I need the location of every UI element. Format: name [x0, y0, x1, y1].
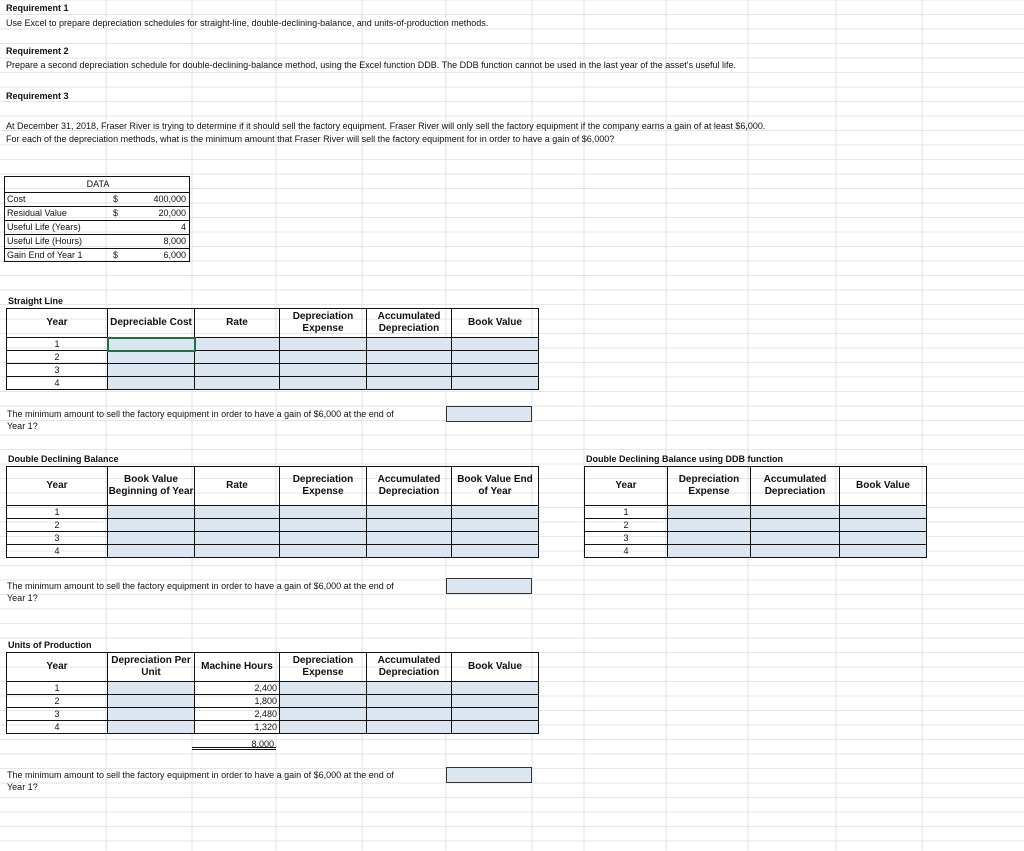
ddb-input-cell[interactable]: [195, 532, 280, 545]
data-row-label: Residual Value: [7, 208, 67, 218]
data-row-label: Cost: [7, 194, 26, 204]
units-header-4: Accumulated Depreciation: [367, 653, 452, 682]
data-row: [5, 192, 189, 207]
machine-hours-cell[interactable]: 1,800: [195, 695, 280, 708]
ddb-input-cell[interactable]: [108, 545, 195, 558]
ddb-input-cell[interactable]: [108, 519, 195, 532]
ddb_function-input-cell[interactable]: [840, 506, 927, 519]
straight_line-year-cell: 3: [7, 364, 108, 377]
units-input-cell[interactable]: [280, 721, 367, 734]
ddb-header-3: Depreciation Expense: [280, 467, 367, 506]
units-title: Units of Production: [8, 640, 92, 650]
ddb_function-input-cell[interactable]: [751, 545, 840, 558]
units-header-1: Depreciation Per Unit: [108, 653, 195, 682]
ddb_function-header-0: Year: [585, 467, 668, 506]
ddb_function-input-cell[interactable]: [751, 519, 840, 532]
units-input-cell[interactable]: [367, 695, 452, 708]
up-question-line-1: The minimum amount to sell the factory equipment in order to have a gain of $6,000 at the end of: [7, 770, 394, 780]
units-input-cell[interactable]: [108, 708, 195, 721]
data-table-title: DATA: [86, 179, 110, 189]
ddb_function-input-cell[interactable]: [840, 519, 927, 532]
straight_line-input-cell[interactable]: [195, 364, 280, 377]
ddb-question-line-2: Year 1?: [7, 593, 38, 603]
straight_line-year-cell: 1: [7, 338, 108, 351]
straight_line-header-4: Accumulated Depreciation: [367, 309, 452, 338]
ddb-function-table: [584, 466, 927, 558]
units-input-cell[interactable]: [367, 682, 452, 695]
ddb_function-input-cell[interactable]: [668, 532, 751, 545]
data-row: [5, 248, 189, 263]
units-header-5: Book Value: [452, 653, 539, 682]
units-input-cell[interactable]: [452, 708, 539, 721]
data-row-value[interactable]: 8,000: [163, 236, 186, 246]
ddb-table: [6, 466, 539, 558]
straight_line-header-5: Book Value: [452, 309, 539, 338]
machine-hours-cell[interactable]: 2,480: [195, 708, 280, 721]
ddb-header-0: Year: [7, 467, 108, 506]
straight_line-input-cell[interactable]: [367, 338, 452, 351]
straight_line-year-cell: 4: [7, 377, 108, 390]
ddb-input-cell[interactable]: [195, 519, 280, 532]
data-row: [5, 234, 189, 249]
data-row: [5, 206, 189, 221]
units-header-2: Machine Hours: [195, 653, 280, 682]
ddb_function-year-cell: 3: [585, 532, 668, 545]
units-year-cell: 4: [7, 721, 108, 734]
requirement-3-line-2: For each of the depreciation methods, what is the minimum amount that Fraser River will sell the factory equipment for in order to have a gain of $6,000?: [6, 134, 615, 144]
units-year-cell: 2: [7, 695, 108, 708]
straight_line-input-cell[interactable]: [195, 351, 280, 364]
units-year-cell: 1: [7, 682, 108, 695]
ddb-year-cell: 3: [7, 532, 108, 545]
straight_line-input-cell[interactable]: [195, 338, 280, 351]
ddb-input-cell[interactable]: [367, 506, 452, 519]
straight_line-input-cell[interactable]: [367, 377, 452, 390]
ddb-input-cell[interactable]: [280, 545, 367, 558]
ddb_function-header-1: Depreciation Expense: [668, 467, 751, 506]
units-year-cell: 3: [7, 708, 108, 721]
ddb-input-cell[interactable]: [452, 506, 539, 519]
straight_line-input-cell[interactable]: [280, 338, 367, 351]
data-row-currency: $: [113, 250, 119, 260]
ddb_function-input-cell[interactable]: [840, 532, 927, 545]
requirement-1-title: Requirement 1: [6, 3, 69, 13]
ddb-input-cell[interactable]: [367, 532, 452, 545]
units-input-cell[interactable]: [452, 682, 539, 695]
ddb_function-year-cell: 4: [585, 545, 668, 558]
ddb-function-title: Double Declining Balance using DDB function: [586, 454, 784, 464]
up-question-line-2: Year 1?: [7, 782, 38, 792]
ddb_function-header-2: Accumulated Depreciation: [751, 467, 840, 506]
ddb_function-year-cell: 1: [585, 506, 668, 519]
ddb-year-cell: 4: [7, 545, 108, 558]
units-table: [6, 652, 539, 734]
data-row-value[interactable]: 400,000: [153, 194, 186, 204]
units-input-cell[interactable]: [108, 682, 195, 695]
units-input-cell[interactable]: [108, 721, 195, 734]
ddb-input-cell[interactable]: [108, 532, 195, 545]
straight_line-header-0: Year: [7, 309, 108, 338]
up-answer-cell[interactable]: [446, 767, 532, 783]
ddb-answer-cell[interactable]: [446, 578, 532, 594]
requirement-3-title: Requirement 3: [6, 91, 69, 101]
straight_line-year-cell: 2: [7, 351, 108, 364]
sl-question-line-1: The minimum amount to sell the factory equipment in order to have a gain of $6,000 at the end of: [7, 409, 394, 419]
data-table: [4, 176, 190, 262]
data-row-label: Useful Life (Hours): [7, 236, 83, 246]
ddb-header-2: Rate: [195, 467, 280, 506]
ddb-question: [7, 580, 394, 604]
machine-hours-total: 8,000: [192, 738, 276, 750]
ddb-input-cell[interactable]: [452, 545, 539, 558]
ddb-input-cell[interactable]: [452, 532, 539, 545]
ddb_function-input-cell[interactable]: [840, 545, 927, 558]
straight_line-header-1: Depreciable Cost: [108, 309, 195, 338]
straight_line-input-cell[interactable]: [280, 351, 367, 364]
ddb-input-cell[interactable]: [452, 519, 539, 532]
ddb_function-input-cell[interactable]: [751, 506, 840, 519]
ddb-year-cell: 1: [7, 506, 108, 519]
ddb-input-cell[interactable]: [195, 506, 280, 519]
units-input-cell[interactable]: [452, 695, 539, 708]
units-input-cell[interactable]: [108, 695, 195, 708]
ddb-header-4: Accumulated Depreciation: [367, 467, 452, 506]
units-input-cell[interactable]: [367, 708, 452, 721]
straight_line-input-cell[interactable]: [452, 364, 539, 377]
straight-line-table: [6, 308, 539, 390]
ddb_function-input-cell[interactable]: [668, 519, 751, 532]
ddb_function-input-cell[interactable]: [668, 545, 751, 558]
up-question: [7, 769, 394, 793]
ddb_function-year-cell: 2: [585, 519, 668, 532]
machine-hours-cell[interactable]: 1,320: [195, 721, 280, 734]
straight_line-input-cell[interactable]: [452, 351, 539, 364]
units-input-cell[interactable]: [452, 721, 539, 734]
units-input-cell[interactable]: [280, 695, 367, 708]
machine-hours-cell[interactable]: 2,400: [195, 682, 280, 695]
ddb-input-cell[interactable]: [108, 506, 195, 519]
units-input-cell[interactable]: [280, 682, 367, 695]
sl-question-line-2: Year 1?: [7, 421, 38, 431]
ddb_function-input-cell[interactable]: [668, 506, 751, 519]
straight_line-input-cell[interactable]: [452, 338, 539, 351]
straight_line-header-3: Depreciation Expense: [280, 309, 367, 338]
straight_line-input-cell[interactable]: [108, 338, 195, 351]
data-row: [5, 220, 189, 235]
data-row-value[interactable]: 20,000: [158, 208, 186, 218]
ddb-input-cell[interactable]: [280, 506, 367, 519]
units-input-cell[interactable]: [280, 708, 367, 721]
requirement-2-text: Prepare a second depreciation schedule for double-declining-balance method, using the Excel function DDB. The DDB function cannot be used in the last year of the asset's useful life.: [6, 60, 736, 70]
requirement-3-line-1: At December 31, 2018, Fraser River is trying to determine if it should sell the factory equipment. Fraser River will only sell the factory equipment if the company earns a gain of at least $6,000.: [6, 121, 766, 131]
units-header-0: Year: [7, 653, 108, 682]
straight_line-input-cell[interactable]: [108, 351, 195, 364]
straight_line-input-cell[interactable]: [452, 377, 539, 390]
units-input-cell[interactable]: [367, 721, 452, 734]
straight-line-title: Straight Line: [8, 296, 64, 306]
ddb-input-cell[interactable]: [280, 532, 367, 545]
straight_line-header-2: Rate: [195, 309, 280, 338]
data-row-currency: $: [113, 194, 119, 204]
ddb-input-cell[interactable]: [280, 519, 367, 532]
data-row-label: Gain End of Year 1: [7, 250, 83, 260]
straight_line-input-cell[interactable]: [280, 377, 367, 390]
ddb-input-cell[interactable]: [367, 545, 452, 558]
units-header-3: Depreciation Expense: [280, 653, 367, 682]
ddb_function-input-cell[interactable]: [751, 532, 840, 545]
data-row-currency: $: [113, 208, 119, 218]
straight_line-input-cell[interactable]: [280, 364, 367, 377]
data-row-value[interactable]: 4: [180, 222, 186, 232]
ddb-header-1: Book Value Beginning of Year: [108, 467, 195, 506]
straight_line-input-cell[interactable]: [367, 351, 452, 364]
sl-answer-cell[interactable]: [446, 406, 532, 422]
ddb-header-5: Book Value End of Year: [452, 467, 539, 506]
ddb-title: Double Declining Balance: [8, 454, 119, 464]
data-row-value[interactable]: 6,000: [163, 250, 186, 260]
data-row-label: Useful Life (Years): [7, 222, 81, 232]
straight_line-input-cell[interactable]: [108, 377, 195, 390]
ddb-question-line-1: The minimum amount to sell the factory equipment in order to have a gain of $6,000 at the end of: [7, 581, 394, 591]
requirement-1-text: Use Excel to prepare depreciation schedules for straight-line, double-declining-balance, and units-of-production methods.: [6, 18, 489, 28]
straight_line-input-cell[interactable]: [108, 364, 195, 377]
ddb_function-header-3: Book Value: [840, 467, 927, 506]
ddb-input-cell[interactable]: [195, 545, 280, 558]
straight_line-input-cell[interactable]: [195, 377, 280, 390]
sl-question: [7, 408, 394, 432]
straight_line-input-cell[interactable]: [367, 364, 452, 377]
ddb-input-cell[interactable]: [367, 519, 452, 532]
requirement-2-title: Requirement 2: [6, 46, 69, 56]
ddb-year-cell: 2: [7, 519, 108, 532]
